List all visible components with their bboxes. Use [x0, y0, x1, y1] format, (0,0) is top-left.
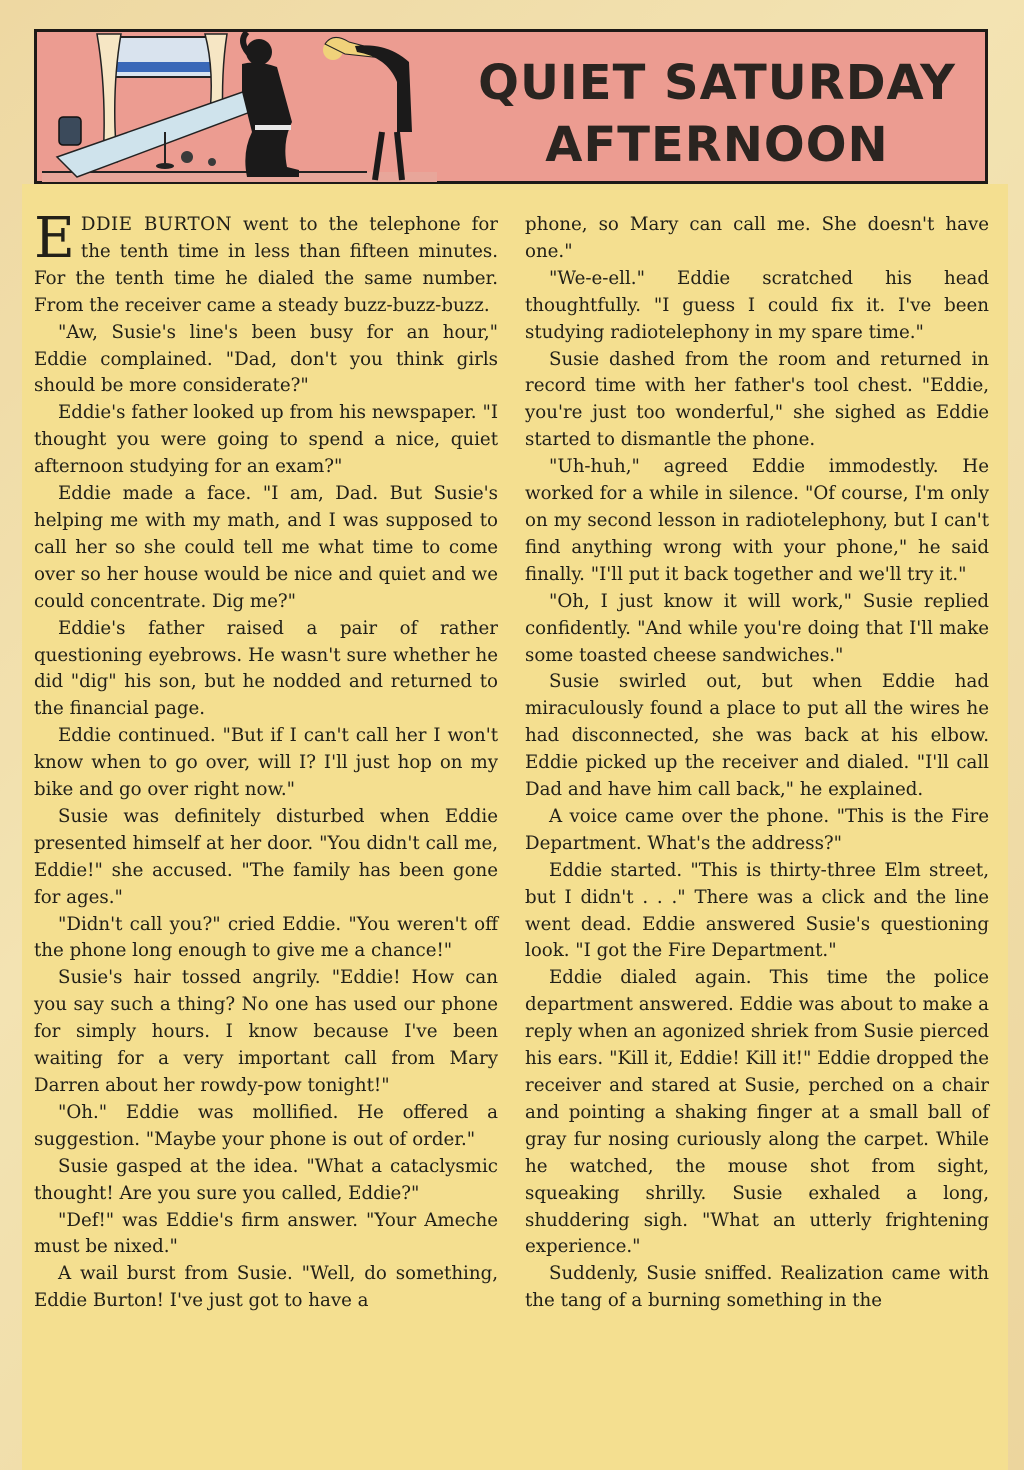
paragraph: Susie gasped at the idea. "What a cataclysmic thought! Are you sure you called, Eddie?" — [34, 1155, 498, 1204]
paragraph: Susie's hair tossed angrily. "Eddie! How can you say such a thing? No one has used our phone for simply hours. I know because I've been waiting for a very important call from Mary Darren about her rowdy-pow tonight!" — [34, 967, 498, 1096]
story-column-left — [34, 206, 498, 1315]
paragraph: Eddie's father looked up from his newspaper. "I thought you were going to spend a nice, quiet afternoon studying for an exam?" — [34, 402, 498, 478]
paragraph-text: went to the telephone for the tenth time in less than fifteen minutes. For the tenth time he dialed the same number. From the receiver came a steady buzz-buzz-buzz. — [34, 214, 498, 316]
title-line-1: QUIET SATURDAY — [478, 55, 956, 111]
kneeling-boy-icon — [242, 32, 299, 177]
paragraph: Susie dashed from the room and returned in record time with her father's tool chest. "Eddie, you're just too wonderful," she sighed as Eddie started to dismantle the phone. — [525, 348, 989, 451]
paragraph: Susie was definitely disturbed when Eddie presented himself at her door. "You didn't call me, Eddie!" she accused. "The family has been gone for ages." — [34, 805, 498, 908]
banner-illustration — [37, 32, 437, 182]
title-line-2: AFTERNOON — [545, 117, 889, 173]
title-banner — [34, 29, 988, 184]
paragraph: Eddie started. "This is thirty-three Elm street, but I didn't . . ." There was a click and the line went dead. Eddie answered Susie's questioning look. "I got the Fire Department." — [525, 859, 989, 962]
paragraph: phone, so Mary can call me. She doesn't have one." — [525, 214, 989, 262]
paragraph: "Didn't call you?" cried Eddie. "You weren't off the phone long enough to give me a chance!" — [34, 913, 498, 962]
drop-cap: E — [34, 206, 75, 271]
paragraph: Eddie's father raised a pair of rather questioning eyebrows. He wasn't sure whether he did "dig" his son, but he nodded and returned to the financial page. — [34, 617, 498, 720]
paragraph: "Def!" was Eddie's firm answer. "Your Ameche must be nixed." — [34, 1209, 498, 1258]
telephone-icon — [59, 117, 81, 145]
table-lamp-icon — [156, 132, 216, 169]
story-title — [447, 52, 987, 176]
paragraph — [34, 206, 498, 320]
paragraph: Suddenly, Susie sniffed. Realization came with the tang of a burning something in the — [525, 1263, 989, 1312]
paragraph: "Uh-huh," agreed Eddie immodestly. He worked for a while in silence. "Of course, I'm only on my second lesson in radiotelephony, but I can't find anything wrong with your phone," he said finally. "I'll put it back together and we'll try it." — [525, 456, 989, 585]
paragraph: A voice came over the phone. "This is the Fire Department. What's the address?" — [525, 805, 989, 854]
paragraph: A wail burst from Susie. "Well, do something, Eddie Burton! I've just got to have a — [34, 1263, 498, 1312]
story-column-right — [525, 212, 989, 1315]
paragraph: "We-e-ell." Eddie scratched his head thoughtfully. "I guess I could fix it. I've been studying radiotelephony in my spare time." — [525, 267, 989, 343]
paragraph: Eddie dialed again. This time the police department answered. Eddie was about to make a reply when an agonized shriek from Susie pierced his ears. "Kill it, Eddie! Kill it!" Eddie dropped the receiver and stared at Susie, perched on a chair and pointing a shaking finger at a small ball of gray fur nosing curiously along the carpet. While he watched, the mouse shot from sight, squeaking shrilly. Susie exhaled a long, shuddering sigh. "What an utterly frightening experience." — [525, 967, 989, 1258]
paragraph: Susie swirled out, but when Eddie had miraculously found a place to put all the wires he had disconnected, she was back at his elbow. Eddie picked up the receiver and dialed. "I'll call Dad and have him call back," he explained. — [525, 671, 989, 801]
opening-words: DDIE BURTON — [80, 214, 232, 235]
paragraph: "Oh." Eddie was mollified. He offered a suggestion. "Maybe your phone is out of order." — [34, 1101, 498, 1150]
paragraph: Eddie continued. "But if I can't call her I won't know when to go over, will I? I'll just hop on my bike and go over right now." — [34, 725, 498, 801]
paragraph: "Aw, Susie's line's been busy for an hour," Eddie complained. "Dad, don't you think girls should be more considerate?" — [34, 321, 498, 397]
paragraph: "Oh, I just know it will work," Susie replied confidently. "And while you're doing that I'll make some toasted cheese sandwiches." — [525, 590, 989, 666]
girl-figure-icon — [323, 37, 412, 180]
paragraph: Eddie made a face. "I am, Dad. But Susie's helping me with my math, and I was supposed to call her so she could tell me what time to come over so her house would be nice and quiet and we could concentrate. Dig me?" — [34, 483, 498, 612]
